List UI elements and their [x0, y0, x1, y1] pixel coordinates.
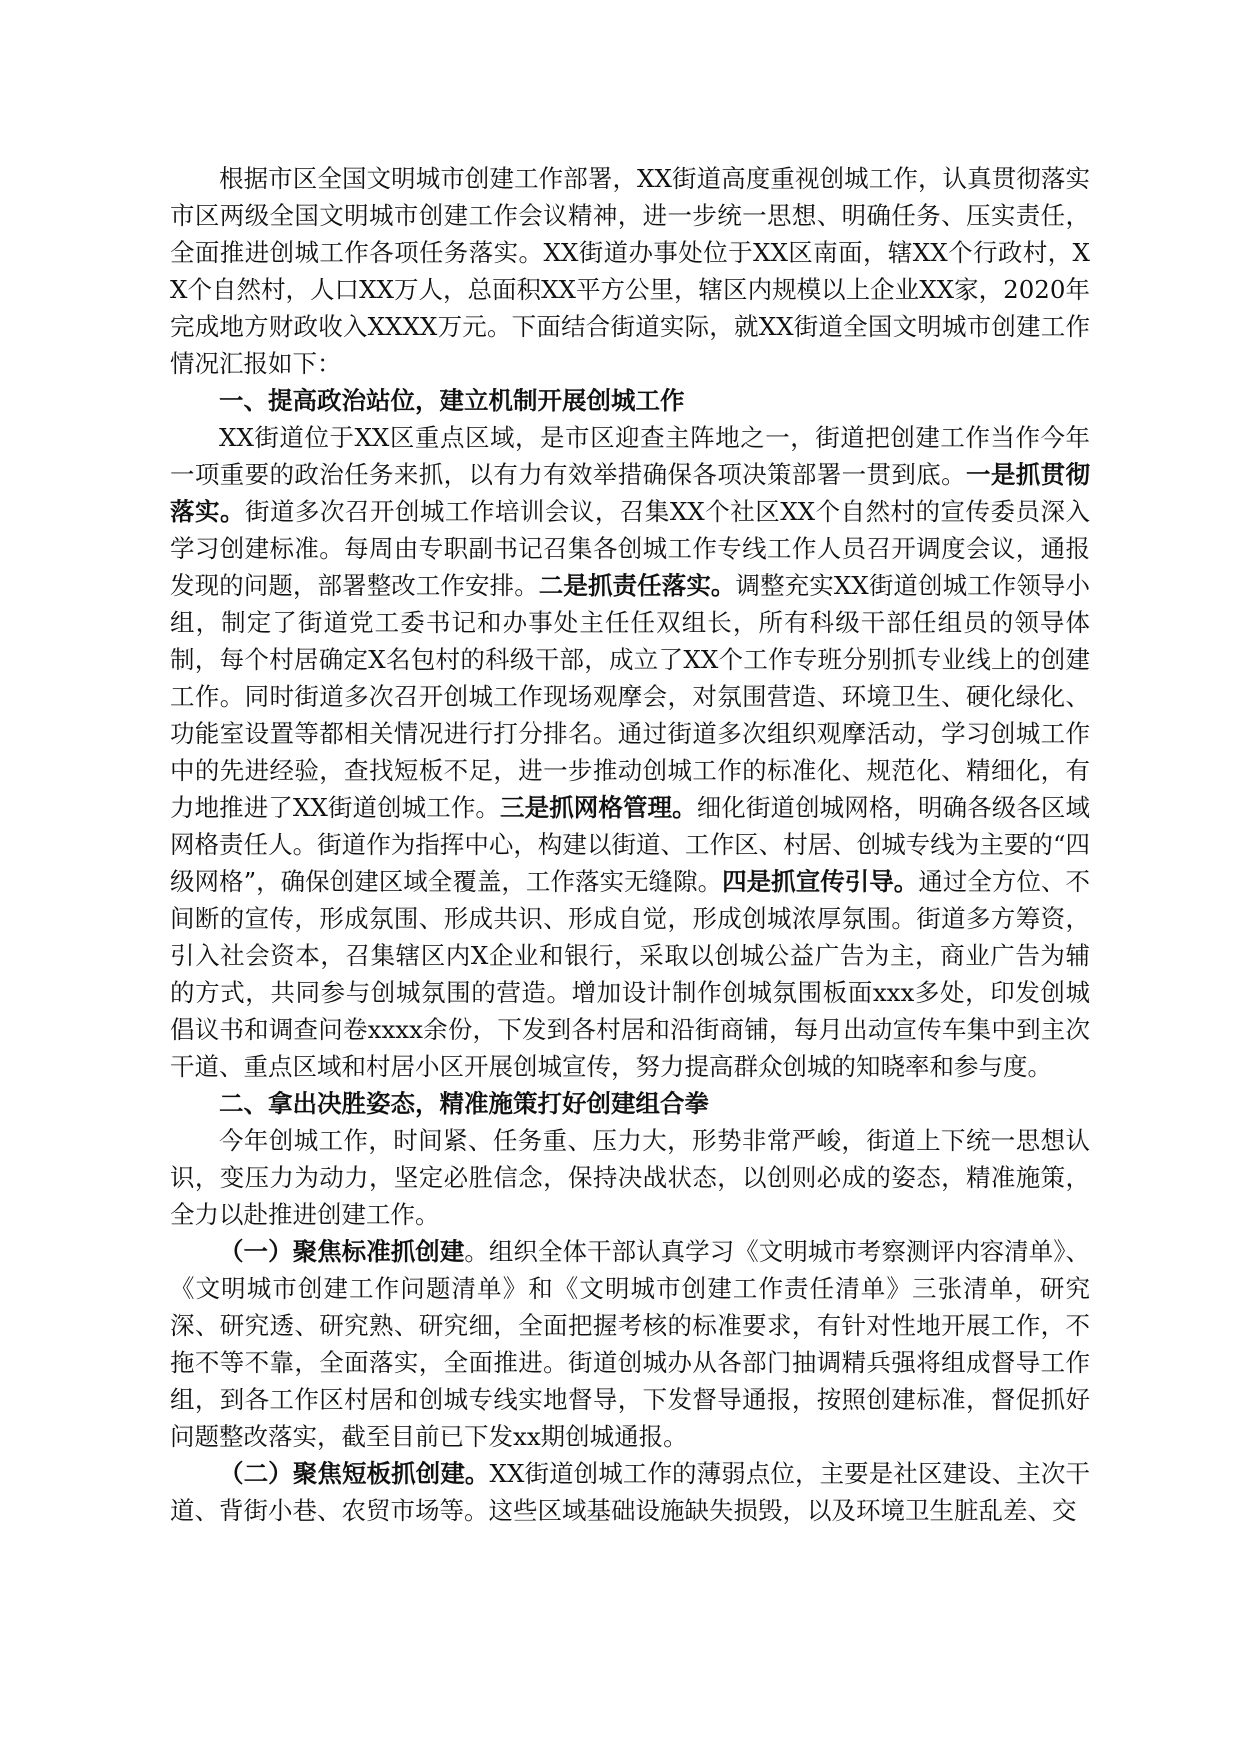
point-3-text: 细化街道创城网格，明确各级各区域网格责任人。街道作为指挥中心，构建以街道、工作区、村居、创城专线为主要的“四级网格”，确保创建区域全覆盖，工作落实无缝隙。: [170, 793, 1091, 896]
intro-paragraph: 根据市区全国文明城市创建工作部署，XX街道高度重视创城工作，认真贯彻落实市区两级全国文明城市创建工作会议精神，进一步统一思想、明确任务、压实责任，全面推进创城工作各项任务落实。XX街道办事处位于XX区南面，辖XX个行政村，XX个自然村，人口XX万人，总面积XX平方公里，辖区内规模以上企业XX家，2020年完成地方财政收入XXXX万元。下面结合街道实际，就XX街道全国文明城市创建工作情况汇报如下：: [170, 164, 1090, 378]
point-2-text: 调整充实XX街道创城工作领导小组，制定了街道党工委书记和办事处主任任双组长，所有科级干部任组员的领导体制，每个村居确定X名包村的科级干部，成立了XX个工作专班分别抓专业线上的创建工作。同时街道多次召开创城工作现场观摩会，对氛围营造、环境卫生、硬化绿化、功能室设置等都相关情况进行打分排名。通过街道多次组织观摩活动，学习创城工作中的先进经验，查找短板不足，进一步推动创城工作的标准化、规范化、精细化，有力地推进了XX街道创城工作。: [170, 571, 1091, 822]
point-4-text: 通过全方位、不间断的宣传，形成氛围、形成共识、形成自觉，形成创城浓厚氛围。街道多方筹资，引入社会资本，召集辖区内X企业和银行，采取以创城公益广告为主，商业广告为辅的方式，共同参与创城氛围的营造。增加设计制作创城氛围板面xxx多处，印发创城倡议书和调查问卷xxxx余份，下发到各村居和沿街商铺，每月出动宣传车集中到主次干道、重点区域和村居小区开展创城宣传，努力提高群众创城的知晓率和参与度。: [170, 867, 1091, 1081]
point-2-heading: 二是抓责任落实。: [538, 571, 736, 600]
point-4-heading: 四是抓宣传引导。: [722, 867, 919, 896]
section-2-intro-paragraph: 今年创城工作，时间紧、任务重、压力大，形势非常严峻，街道上下统一思想认识，变压力为动力，坚定必胜信念，保持决战状态，以创则必成的姿态，精准施策，全力以赴推进创建工作。: [170, 1126, 1090, 1229]
subsection-2-paragraph: [170, 1455, 1090, 1529]
subsection-2-heading: （二）聚焦短板抓创建。: [219, 1459, 490, 1488]
section-heading-2: 二、拿出决胜姿态，精准施策打好创建组合拳: [219, 1089, 709, 1118]
point-1-text: 街道多次召开创城工作培训会议，召集XX个社区XX个自然村的宣传委员深入学习创建标准。每周由专职副书记召集各创城工作专线工作人员召开调度会议，通报发现的问题，部署整改工作安排。: [170, 497, 1091, 600]
subsection-1-text: 。组织全体干部认真学习《文明城市考察测评内容清单》、《文明城市创建工作问题清单》和《文明城市创建工作责任清单》三张清单，研究深、研究透、研究熟、研究细，全面把握考核的标准要求，有针对性地开展工作，不拖不等不靠，全面落实，全面推进。街道创城办从各部门抽调精兵强将组成督导工作组，到各工作区村居和创城专线实地督导，下发督导通报，按照创建标准，督促抓好问题整改落实，截至目前已下发xx期创城通报。: [170, 1237, 1090, 1451]
subsection-2-text: XX街道创城工作的薄弱点位，主要是社区建设、主次干道、背街小巷、农贸市场等。这些区域基础设施缺失损毁，以及环境卫生脏乱差、交: [170, 1459, 1091, 1525]
document-body: [170, 160, 1090, 1529]
section-1-intro-text: XX街道位于XX区重点区域，是市区迎查主阵地之一，街道把创建工作当作今年一项重要的政治任务来抓，以有力有效举措确保各项决策部署一贯到底。: [170, 423, 1090, 489]
section-1-paragraph: [170, 419, 1090, 1085]
point-3-heading: 三是抓网格管理。: [500, 793, 697, 822]
subsection-1-heading: （一）聚焦标准抓创建: [219, 1237, 465, 1266]
section-heading-1: 一、提高政治站位，建立机制开展创城工作: [219, 386, 685, 415]
point-1-heading: 一是抓贯彻落实。: [170, 460, 1090, 526]
subsection-1-paragraph: [170, 1233, 1090, 1455]
